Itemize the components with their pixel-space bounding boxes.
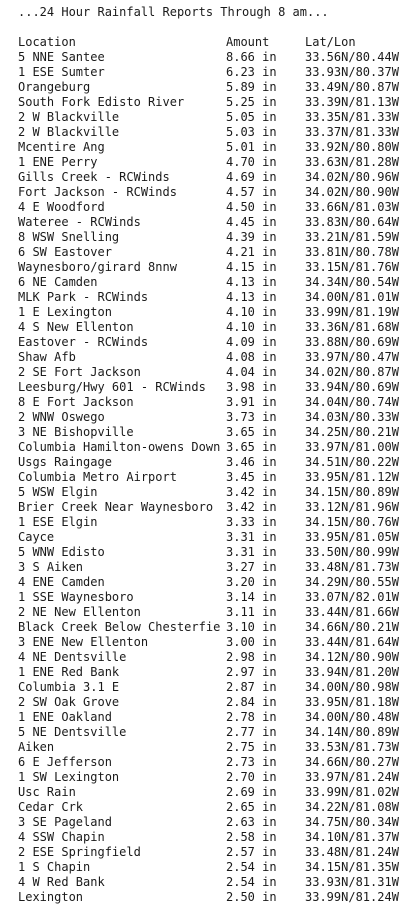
amount-cell: 2.77 in — [226, 725, 277, 739]
amount-cell: 4.69 in — [226, 170, 277, 184]
latlon-cell: 33.81N/80.78W — [305, 245, 399, 259]
table-row — [18, 635, 410, 650]
location-cell: 5 WNW Edisto — [18, 545, 105, 559]
amount-cell: 4.08 in — [226, 350, 277, 364]
amount-cell: 4.04 in — [226, 365, 277, 379]
latlon-cell: 33.83N/80.64W — [305, 215, 399, 229]
location-cell: 6 E Jefferson — [18, 755, 112, 769]
amount-cell: 3.31 in — [226, 545, 277, 559]
amount-cell: 2.75 in — [226, 740, 277, 754]
amount-cell: 4.39 in — [226, 230, 277, 244]
amount-cell: 3.14 in — [226, 590, 277, 604]
amount-cell: 2.97 in — [226, 665, 277, 679]
location-cell: 1 ESE Sumter — [18, 65, 105, 79]
location-cell: 4 SSW Chapin — [18, 830, 105, 844]
amount-cell: 2.54 in — [226, 875, 277, 889]
latlon-cell: 33.99N/81.02W — [305, 785, 399, 799]
table-row — [18, 260, 410, 275]
latlon-cell: 34.14N/80.89W — [305, 725, 399, 739]
location-cell: 5 NE Dentsville — [18, 725, 127, 739]
location-cell: 2 WNW Oswego — [18, 410, 105, 424]
table-row — [18, 605, 410, 620]
latlon-cell: 33.92N/80.80W — [305, 140, 399, 154]
location-cell: Shaw Afb — [18, 350, 76, 364]
table-row — [18, 305, 410, 320]
location-cell: Aiken — [18, 740, 55, 754]
location-cell: Columbia 3.1 E — [18, 680, 120, 694]
location-cell: 4 S New Ellenton — [18, 320, 134, 334]
amount-cell: 5.01 in — [226, 140, 277, 154]
location-cell: Cayce — [18, 530, 55, 544]
amount-cell: 4.70 in — [226, 155, 277, 169]
table-row — [18, 710, 410, 725]
location-cell: 1 ENE Red Bank — [18, 665, 120, 679]
amount-cell: 2.63 in — [226, 815, 277, 829]
latlon-cell: 34.02N/80.90W — [305, 185, 399, 199]
location-cell: 2 SW Oak Grove — [18, 695, 120, 709]
amount-cell: 4.15 in — [226, 260, 277, 274]
latlon-cell: 33.93N/80.37W — [305, 65, 399, 79]
latlon-cell: 33.95N/81.12W — [305, 470, 399, 484]
amount-cell: 5.05 in — [226, 110, 277, 124]
amount-cell: 3.45 in — [226, 470, 277, 484]
amount-cell: 3.00 in — [226, 635, 277, 649]
location-cell: 1 SW Lexington — [18, 770, 120, 784]
latlon-cell: 34.00N/81.01W — [305, 290, 399, 304]
latlon-cell: 34.10N/81.37W — [305, 830, 399, 844]
amount-cell: 2.98 in — [226, 650, 277, 664]
location-cell: Columbia Metro Airport — [18, 470, 177, 484]
table-row — [18, 620, 410, 635]
latlon-cell: 33.95N/81.05W — [305, 530, 399, 544]
table-row — [18, 200, 410, 215]
location-cell: Wateree - RCWinds — [18, 215, 141, 229]
location-cell: 2 SE Fort Jackson — [18, 365, 141, 379]
table-row — [18, 125, 410, 140]
location-header: Location — [18, 35, 76, 49]
table-row — [18, 80, 410, 95]
table-row — [18, 350, 410, 365]
location-cell: Mcentire Ang — [18, 140, 105, 154]
table-row — [18, 860, 410, 875]
table-row — [18, 245, 410, 260]
location-cell: 1 ENE Perry — [18, 155, 98, 169]
amount-cell: 4.10 in — [226, 320, 277, 334]
amount-cell: 4.13 in — [226, 275, 277, 289]
location-cell: 2 W Blackville — [18, 125, 120, 139]
location-cell: Usgs Raingage — [18, 455, 112, 469]
latlon-cell: 33.97N/81.24W — [305, 770, 399, 784]
latlon-cell: 34.00N/80.98W — [305, 680, 399, 694]
amount-cell: 3.33 in — [226, 515, 277, 529]
amount-header: Amount — [226, 35, 270, 49]
table-row — [18, 335, 410, 350]
amount-cell: 4.57 in — [226, 185, 277, 199]
latlon-cell: 34.00N/80.48W — [305, 710, 399, 724]
latlon-cell: 33.39N/81.13W — [305, 95, 399, 109]
latlon-cell: 33.88N/80.69W — [305, 335, 399, 349]
latlon-cell: 34.51N/80.22W — [305, 455, 399, 469]
latlon-cell: 33.35N/81.33W — [305, 110, 399, 124]
latlon-cell: 33.36N/81.68W — [305, 320, 399, 334]
latlon-cell: 33.66N/81.03W — [305, 200, 399, 214]
location-cell: 3 SE Pageland — [18, 815, 112, 829]
latlon-cell: 34.75N/80.34W — [305, 815, 399, 829]
location-cell: 1 S Chapin — [18, 860, 91, 874]
location-cell: 4 ENE Camden — [18, 575, 105, 589]
table-row — [18, 110, 410, 125]
amount-cell: 5.25 in — [226, 95, 277, 109]
location-cell: 3 NE Bishopville — [18, 425, 134, 439]
table-row — [18, 425, 410, 440]
amount-cell: 2.70 in — [226, 770, 277, 784]
latlon-cell: 33.07N/82.01W — [305, 590, 399, 604]
location-cell: Lexington — [18, 890, 84, 904]
latlon-cell: 34.29N/80.55W — [305, 575, 399, 589]
table-row — [18, 515, 410, 530]
latlon-cell: 34.02N/80.87W — [305, 365, 399, 379]
table-row — [18, 155, 410, 170]
amount-cell: 3.73 in — [226, 410, 277, 424]
location-cell: 6 NE Camden — [18, 275, 98, 289]
location-cell: 6 SW Eastover — [18, 245, 112, 259]
location-cell: 3 S Aiken — [18, 560, 84, 574]
amount-cell: 3.65 in — [226, 425, 277, 439]
latlon-cell: 34.34N/80.54W — [305, 275, 399, 289]
location-cell: 1 ENE Oakland — [18, 710, 112, 724]
location-cell: 5 NNE Santee — [18, 50, 105, 64]
location-cell: Orangeburg — [18, 80, 91, 94]
table-row — [18, 665, 410, 680]
location-cell: 4 W Red Bank — [18, 875, 105, 889]
latlon-cell: 33.99N/81.19W — [305, 305, 399, 319]
latlon-cell: 33.21N/81.59W — [305, 230, 399, 244]
amount-cell: 3.10 in — [226, 620, 277, 634]
location-cell: MLK Park - RCWinds — [18, 290, 149, 304]
table-row — [18, 455, 410, 470]
location-cell: Black Creek Below Chesterfie — [18, 620, 221, 634]
amount-cell: 5.89 in — [226, 80, 277, 94]
amount-cell: 2.84 in — [226, 695, 277, 709]
table-row — [18, 320, 410, 335]
table-row — [18, 215, 410, 230]
latlon-cell: 33.15N/81.76W — [305, 260, 399, 274]
amount-cell: 2.54 in — [226, 860, 277, 874]
amount-cell: 5.03 in — [226, 125, 277, 139]
table-row — [18, 230, 410, 245]
latlon-cell: 33.94N/81.20W — [305, 665, 399, 679]
location-cell: Waynesboro/girard 8nnw — [18, 260, 177, 274]
amount-cell: 3.42 in — [226, 485, 277, 499]
table-row — [18, 680, 410, 695]
report-title: ...24 Hour Rainfall Reports Through 8 am... — [18, 5, 329, 19]
amount-cell: 2.58 in — [226, 830, 277, 844]
table-row — [18, 830, 410, 845]
table-row — [18, 650, 410, 665]
table-row — [18, 545, 410, 560]
table-row — [18, 140, 410, 155]
location-cell: Leesburg/Hwy 601 - RCWinds — [18, 380, 206, 394]
amount-cell: 3.98 in — [226, 380, 277, 394]
latlon-cell: 34.12N/80.90W — [305, 650, 399, 664]
latlon-cell: 34.22N/81.08W — [305, 800, 399, 814]
table-header — [18, 35, 410, 50]
table-body — [18, 50, 410, 905]
latlon-cell: 34.25N/80.21W — [305, 425, 399, 439]
latlon-cell: 34.04N/80.74W — [305, 395, 399, 409]
amount-cell: 2.65 in — [226, 800, 277, 814]
latlon-cell: 33.49N/80.87W — [305, 80, 399, 94]
table-row — [18, 875, 410, 890]
table-row — [18, 365, 410, 380]
table-row — [18, 725, 410, 740]
table-row — [18, 845, 410, 860]
table-row — [18, 275, 410, 290]
table-row — [18, 65, 410, 80]
amount-cell: 2.69 in — [226, 785, 277, 799]
amount-cell: 3.46 in — [226, 455, 277, 469]
latlon-cell: 33.12N/81.96W — [305, 500, 399, 514]
location-cell: 2 NE New Ellenton — [18, 605, 141, 619]
amount-cell: 2.73 in — [226, 755, 277, 769]
amount-cell: 4.50 in — [226, 200, 277, 214]
latlon-cell: 34.15N/81.35W — [305, 860, 399, 874]
latlon-cell: 33.44N/81.64W — [305, 635, 399, 649]
table-row — [18, 380, 410, 395]
rainfall-table — [18, 35, 410, 905]
location-cell: 8 WSW Snelling — [18, 230, 120, 244]
location-cell: 1 ESE Elgin — [18, 515, 98, 529]
location-cell: Usc Rain — [18, 785, 76, 799]
amount-cell: 3.65 in — [226, 440, 277, 454]
table-row — [18, 440, 410, 455]
amount-cell: 2.57 in — [226, 845, 277, 859]
amount-cell: 3.11 in — [226, 605, 277, 619]
amount-cell: 3.91 in — [226, 395, 277, 409]
amount-cell: 4.45 in — [226, 215, 277, 229]
latlon-cell: 33.63N/81.28W — [305, 155, 399, 169]
latlon-cell: 33.48N/81.73W — [305, 560, 399, 574]
latlon-cell: 33.37N/81.33W — [305, 125, 399, 139]
latlon-cell: 33.97N/81.00W — [305, 440, 399, 454]
location-cell: Eastover - RCWinds — [18, 335, 149, 349]
amount-cell: 3.42 in — [226, 500, 277, 514]
table-row — [18, 290, 410, 305]
location-cell: 3 ENE New Ellenton — [18, 635, 149, 649]
amount-cell: 2.50 in — [226, 890, 277, 904]
latlon-cell: 33.48N/81.24W — [305, 845, 399, 859]
location-cell: 2 W Blackville — [18, 110, 120, 124]
location-cell: 1 SSE Waynesboro — [18, 590, 134, 604]
location-cell: Cedar Crk — [18, 800, 84, 814]
table-row — [18, 800, 410, 815]
latlon-cell: 34.66N/80.27W — [305, 755, 399, 769]
amount-cell: 4.10 in — [226, 305, 277, 319]
table-row — [18, 485, 410, 500]
table-row — [18, 470, 410, 485]
amount-cell: 3.31 in — [226, 530, 277, 544]
latlon-cell: 34.02N/80.96W — [305, 170, 399, 184]
table-row — [18, 560, 410, 575]
latlon-cell: 33.93N/81.31W — [305, 875, 399, 889]
amount-cell: 4.09 in — [226, 335, 277, 349]
location-cell: South Fork Edisto River — [18, 95, 185, 109]
amount-cell: 3.27 in — [226, 560, 277, 574]
table-row — [18, 95, 410, 110]
location-cell: Gills Creek - RCWinds — [18, 170, 170, 184]
amount-cell: 8.66 in — [226, 50, 277, 64]
table-row — [18, 395, 410, 410]
location-cell: 8 E Fort Jackson — [18, 395, 134, 409]
table-row — [18, 530, 410, 545]
latlon-cell: 33.56N/80.44W — [305, 50, 399, 64]
table-row — [18, 785, 410, 800]
table-row — [18, 770, 410, 785]
latlon-cell: 33.97N/80.47W — [305, 350, 399, 364]
latlon-cell: 33.50N/80.99W — [305, 545, 399, 559]
amount-cell: 4.21 in — [226, 245, 277, 259]
latlon-cell: 33.44N/81.66W — [305, 605, 399, 619]
location-cell: 4 E Woodford — [18, 200, 105, 214]
table-row — [18, 185, 410, 200]
location-cell: 4 NE Dentsville — [18, 650, 127, 664]
latlon-cell: 33.95N/81.18W — [305, 695, 399, 709]
latlon-cell: 33.99N/81.24W — [305, 890, 399, 904]
table-row — [18, 755, 410, 770]
latlon-cell: 33.94N/80.69W — [305, 380, 399, 394]
location-cell: Columbia Hamilton-owens Down — [18, 440, 221, 454]
location-cell: Fort Jackson - RCWinds — [18, 185, 177, 199]
table-row — [18, 410, 410, 425]
amount-cell: 3.20 in — [226, 575, 277, 589]
location-cell: 1 E Lexington — [18, 305, 112, 319]
amount-cell: 4.13 in — [226, 290, 277, 304]
table-row — [18, 170, 410, 185]
latlon-cell: 34.15N/80.89W — [305, 485, 399, 499]
amount-cell: 2.78 in — [226, 710, 277, 724]
location-cell: 2 ESE Springfield — [18, 845, 141, 859]
table-row — [18, 575, 410, 590]
location-cell: 5 WSW Elgin — [18, 485, 98, 499]
latlon-cell: 34.66N/80.21W — [305, 620, 399, 634]
amount-cell: 6.23 in — [226, 65, 277, 79]
table-row — [18, 500, 410, 515]
table-row — [18, 890, 410, 905]
amount-cell: 2.87 in — [226, 680, 277, 694]
latlon-header: Lat/Lon — [305, 35, 356, 49]
table-row — [18, 740, 410, 755]
latlon-cell: 34.03N/80.33W — [305, 410, 399, 424]
table-row — [18, 50, 410, 65]
latlon-cell: 33.53N/81.73W — [305, 740, 399, 754]
table-row — [18, 695, 410, 710]
table-row — [18, 590, 410, 605]
location-cell: Brier Creek Near Waynesboro — [18, 500, 214, 514]
latlon-cell: 34.15N/80.76W — [305, 515, 399, 529]
table-row — [18, 815, 410, 830]
